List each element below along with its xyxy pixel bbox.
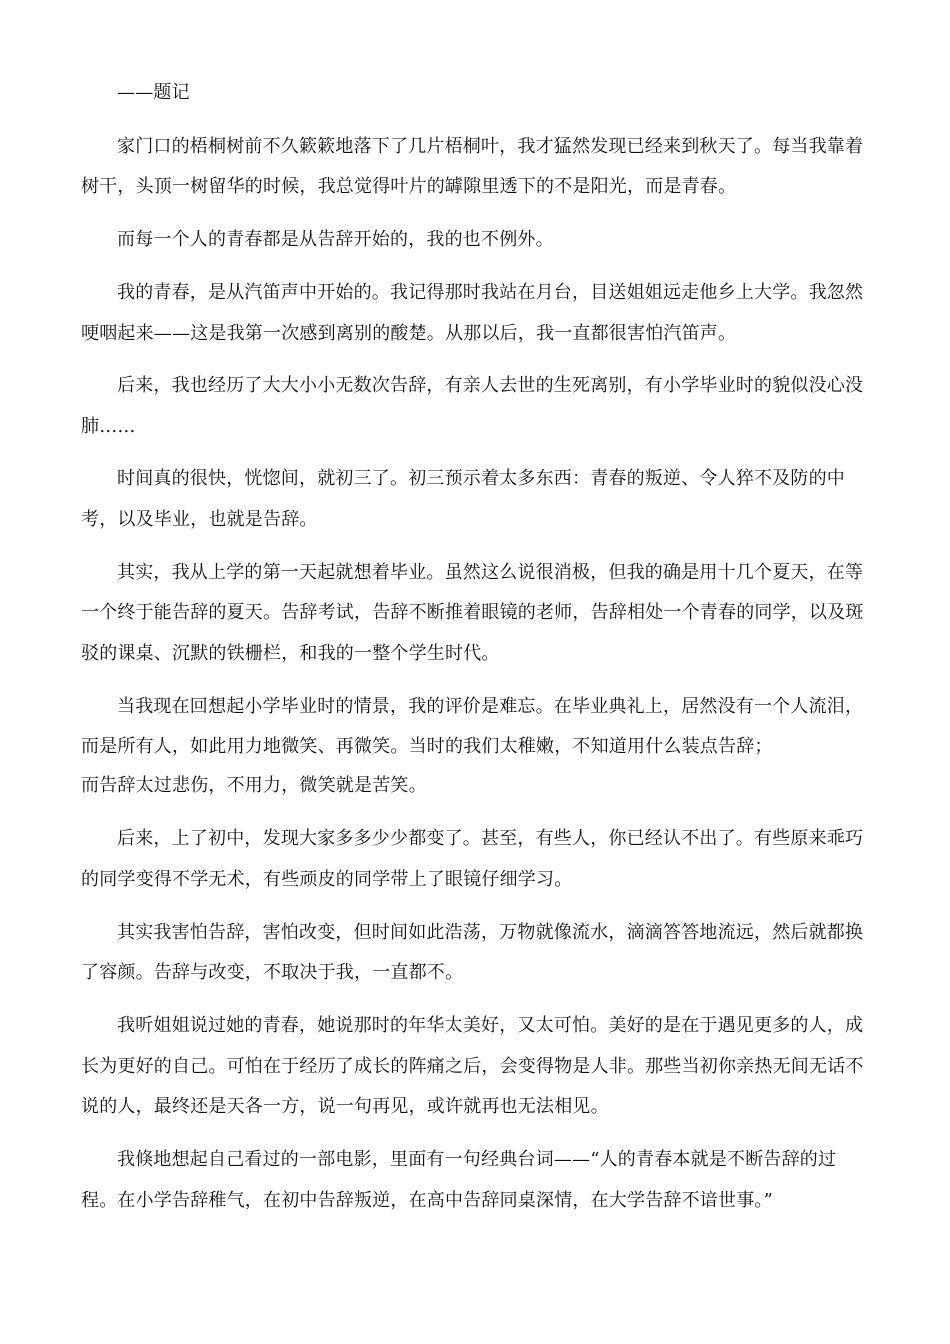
document-page: [81, 0, 871, 1344]
paragraph-line: 的同学变得不学无术，有些顽皮的同学带上了眼镜仔细学习。: [81, 869, 573, 890]
paragraph-line: 而是所有人，如此用力地微笑、再微笑。当时的我们太稚嫩，不知道用什么装点告辞；: [81, 736, 773, 757]
paragraph-line: 我听姐姐说过她的青春，她说那时的年华太美好，又太可怕。美好的是在于遇见更多的人，成: [117, 1015, 864, 1036]
paragraph-line: 后来，我也经历了大大小小无数次告辞，有亲人去世的生死离别，有小学毕业时的貌似没心没: [117, 375, 864, 396]
paragraph-line: 其实，我从上学的第一天起就想着毕业。虽然这么说很消极，但我的确是用十几个夏天，在等: [117, 562, 864, 583]
paragraph-line: 其实我害怕告辞，害怕改变，但时间如此浩荡，万物就像流水，滴滴答答地流远，然后就都换: [117, 922, 864, 943]
paragraph-line: 长为更好的自己。可怕在于经历了成长的阵痛之后，会变得物是人非。那些当初你亲热无间无话不: [81, 1056, 864, 1077]
paragraph-line: 我的青春，是从汽笛声中开始的。我记得那时我站在月台，目送姐姐远走他乡上大学。我忽然: [117, 282, 864, 303]
paragraph-line: 驳的课桌、沉默的铁栅栏，和我的一整个学生时代。: [81, 643, 500, 664]
paragraph-line: 说的人，最终还是天各一方，说一句再见，或许就再也无法相见。: [81, 1096, 609, 1117]
paragraph-line: 家门口的梧桐树前不久簌簌地落下了几片梧桐叶，我才猛然发现已经来到秋天了。每当我靠着: [117, 136, 864, 157]
paragraph-line: 时间真的很快，恍惚间，就初三了。初三预示着太多东西：青春的叛逆、令人猝不及防的中: [117, 468, 845, 489]
paragraph-line: 后来，上了初中，发现大家多多少少都变了。甚至，有些人，你已经认不出了。有些原来乖巧: [117, 828, 864, 849]
paragraph-line: 而每一个人的青春都是从告辞开始的，我的也不例外。: [117, 229, 554, 250]
paragraph-line: 树干，头顶一树留华的时候，我总觉得叶片的罅隙里透下的不是阳光，而是青春。: [81, 176, 737, 197]
paragraph-line: 程。在小学告辞稚气，在初中告辞叛逆，在高中告辞同桌深情，在大学告辞不谙世事。”: [81, 1190, 773, 1211]
paragraph-line: 了容颜。告辞与改变，不取决于我，一直都不。: [81, 962, 464, 983]
epigraph: ——题记: [117, 82, 190, 103]
paragraph-line: 当我现在回想起小学毕业时的情景，我的评价是难忘。在毕业典礼上，居然没有一个人流泪，: [117, 696, 864, 717]
paragraph-line: 考，以及毕业，也就是告辞。: [81, 509, 318, 530]
paragraph-line: 一个终于能告辞的夏天。告辞考试，告辞不断推着眼镜的老师，告辞相处一个青春的同学，以及斑: [81, 602, 864, 623]
paragraph-line: 哽咽起来——这是我第一次感到离别的酸楚。从那以后，我一直都很害怕汽笛声。: [81, 323, 737, 344]
paragraph-line: 而告辞太过悲伤，不用力，微笑就是苦笑。: [81, 775, 427, 796]
paragraph-line: 肺……: [81, 416, 136, 437]
paragraph-line: 我倏地想起自己看过的一部电影，里面有一句经典台词——“人的青春本就是不断告辞的过: [117, 1149, 837, 1170]
